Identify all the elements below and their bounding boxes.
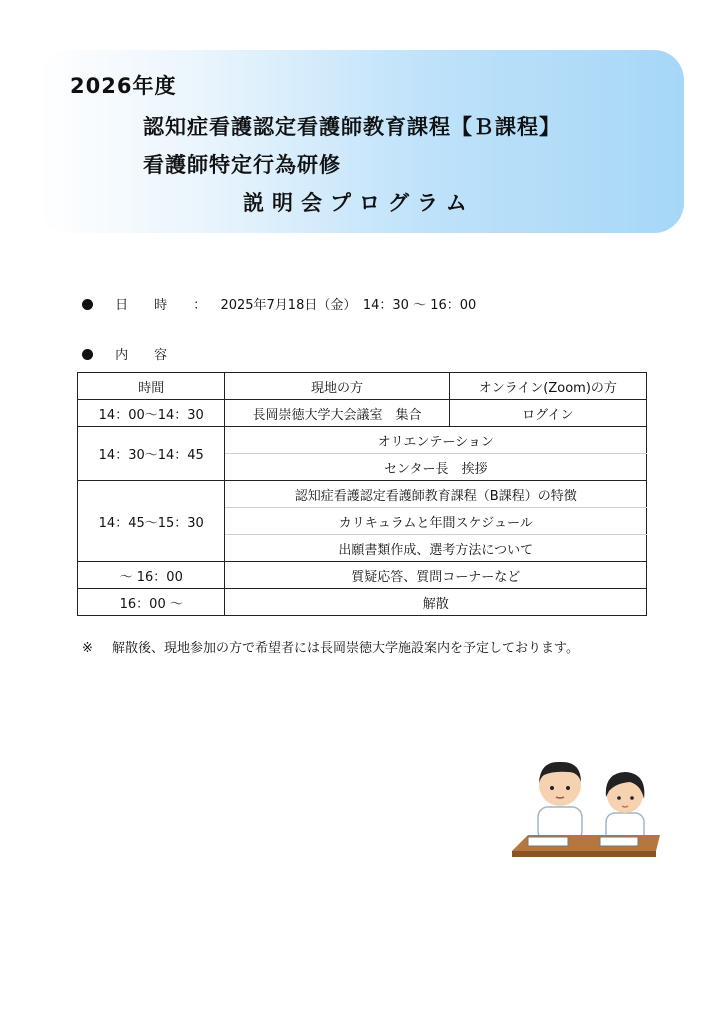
- row1-online: ログイン: [449, 400, 646, 427]
- date-label: 日 時: [115, 298, 168, 313]
- row3-item1: 認知症看護認定看護師教育課程（B課程）の特徴: [225, 481, 647, 508]
- row5-item: 解散: [225, 589, 647, 616]
- note-mark: ※: [82, 641, 93, 656]
- header-onsite: 現地の方: [225, 373, 449, 400]
- header-time: 時間: [78, 373, 225, 400]
- table-row: [78, 589, 647, 616]
- content-label: 内 容: [115, 348, 168, 363]
- footnote: [82, 637, 632, 660]
- row1-time: 14：00～14：30: [78, 400, 225, 427]
- date-row: [82, 294, 476, 313]
- table-row: [78, 400, 647, 427]
- table-header-row: [78, 373, 647, 400]
- colon-separator: ：: [193, 298, 207, 313]
- row2-item2: センター長 挨拶: [225, 454, 647, 481]
- banner-title-line1: 認知症看護認定看護師教育課程【Ｂ課程】: [143, 115, 561, 139]
- desk-icon: [512, 835, 660, 857]
- bullet-icon: [82, 299, 93, 310]
- row3-item2: カリキュラムと年間スケジュール: [225, 508, 647, 535]
- date-value: 2025年7月18日（金） 14：30 ～ 16：00: [220, 298, 477, 313]
- row5-time: 16：00 ～: [78, 589, 225, 616]
- row3-item3: 出願書類作成、選考方法について: [225, 535, 647, 562]
- program-table: [77, 372, 647, 616]
- banner-title-line2: 看護師特定行為研修: [143, 153, 341, 177]
- row1-onsite: 長岡崇徳大学大会議室 集合: [225, 400, 449, 427]
- girl-student-icon: [606, 772, 645, 843]
- bullet-icon: [82, 349, 93, 360]
- row4-item: 質疑応答、質問コーナーなど: [225, 562, 647, 589]
- row3-time: 14：45～15：30: [78, 481, 225, 562]
- table-row: [78, 481, 647, 508]
- note-text: 解散後、現地参加の方で希望者には長岡崇徳大学施設案内を予定しております。: [112, 641, 579, 656]
- content-row: [82, 344, 167, 363]
- boy-student-icon: [538, 762, 582, 841]
- row2-item1: オリエンテーション: [225, 427, 647, 454]
- students-studying-illustration: [508, 755, 666, 865]
- table-row: [78, 427, 647, 454]
- banner-year: 2026年度: [70, 74, 177, 98]
- row2-time: 14：30～14：45: [78, 427, 225, 481]
- header-online: オンライン(Zoom)の方: [449, 373, 646, 400]
- row4-time: ～ 16：00: [78, 562, 225, 589]
- table-row: [78, 562, 647, 589]
- banner-title-line3: 説明会プログラム: [243, 191, 475, 215]
